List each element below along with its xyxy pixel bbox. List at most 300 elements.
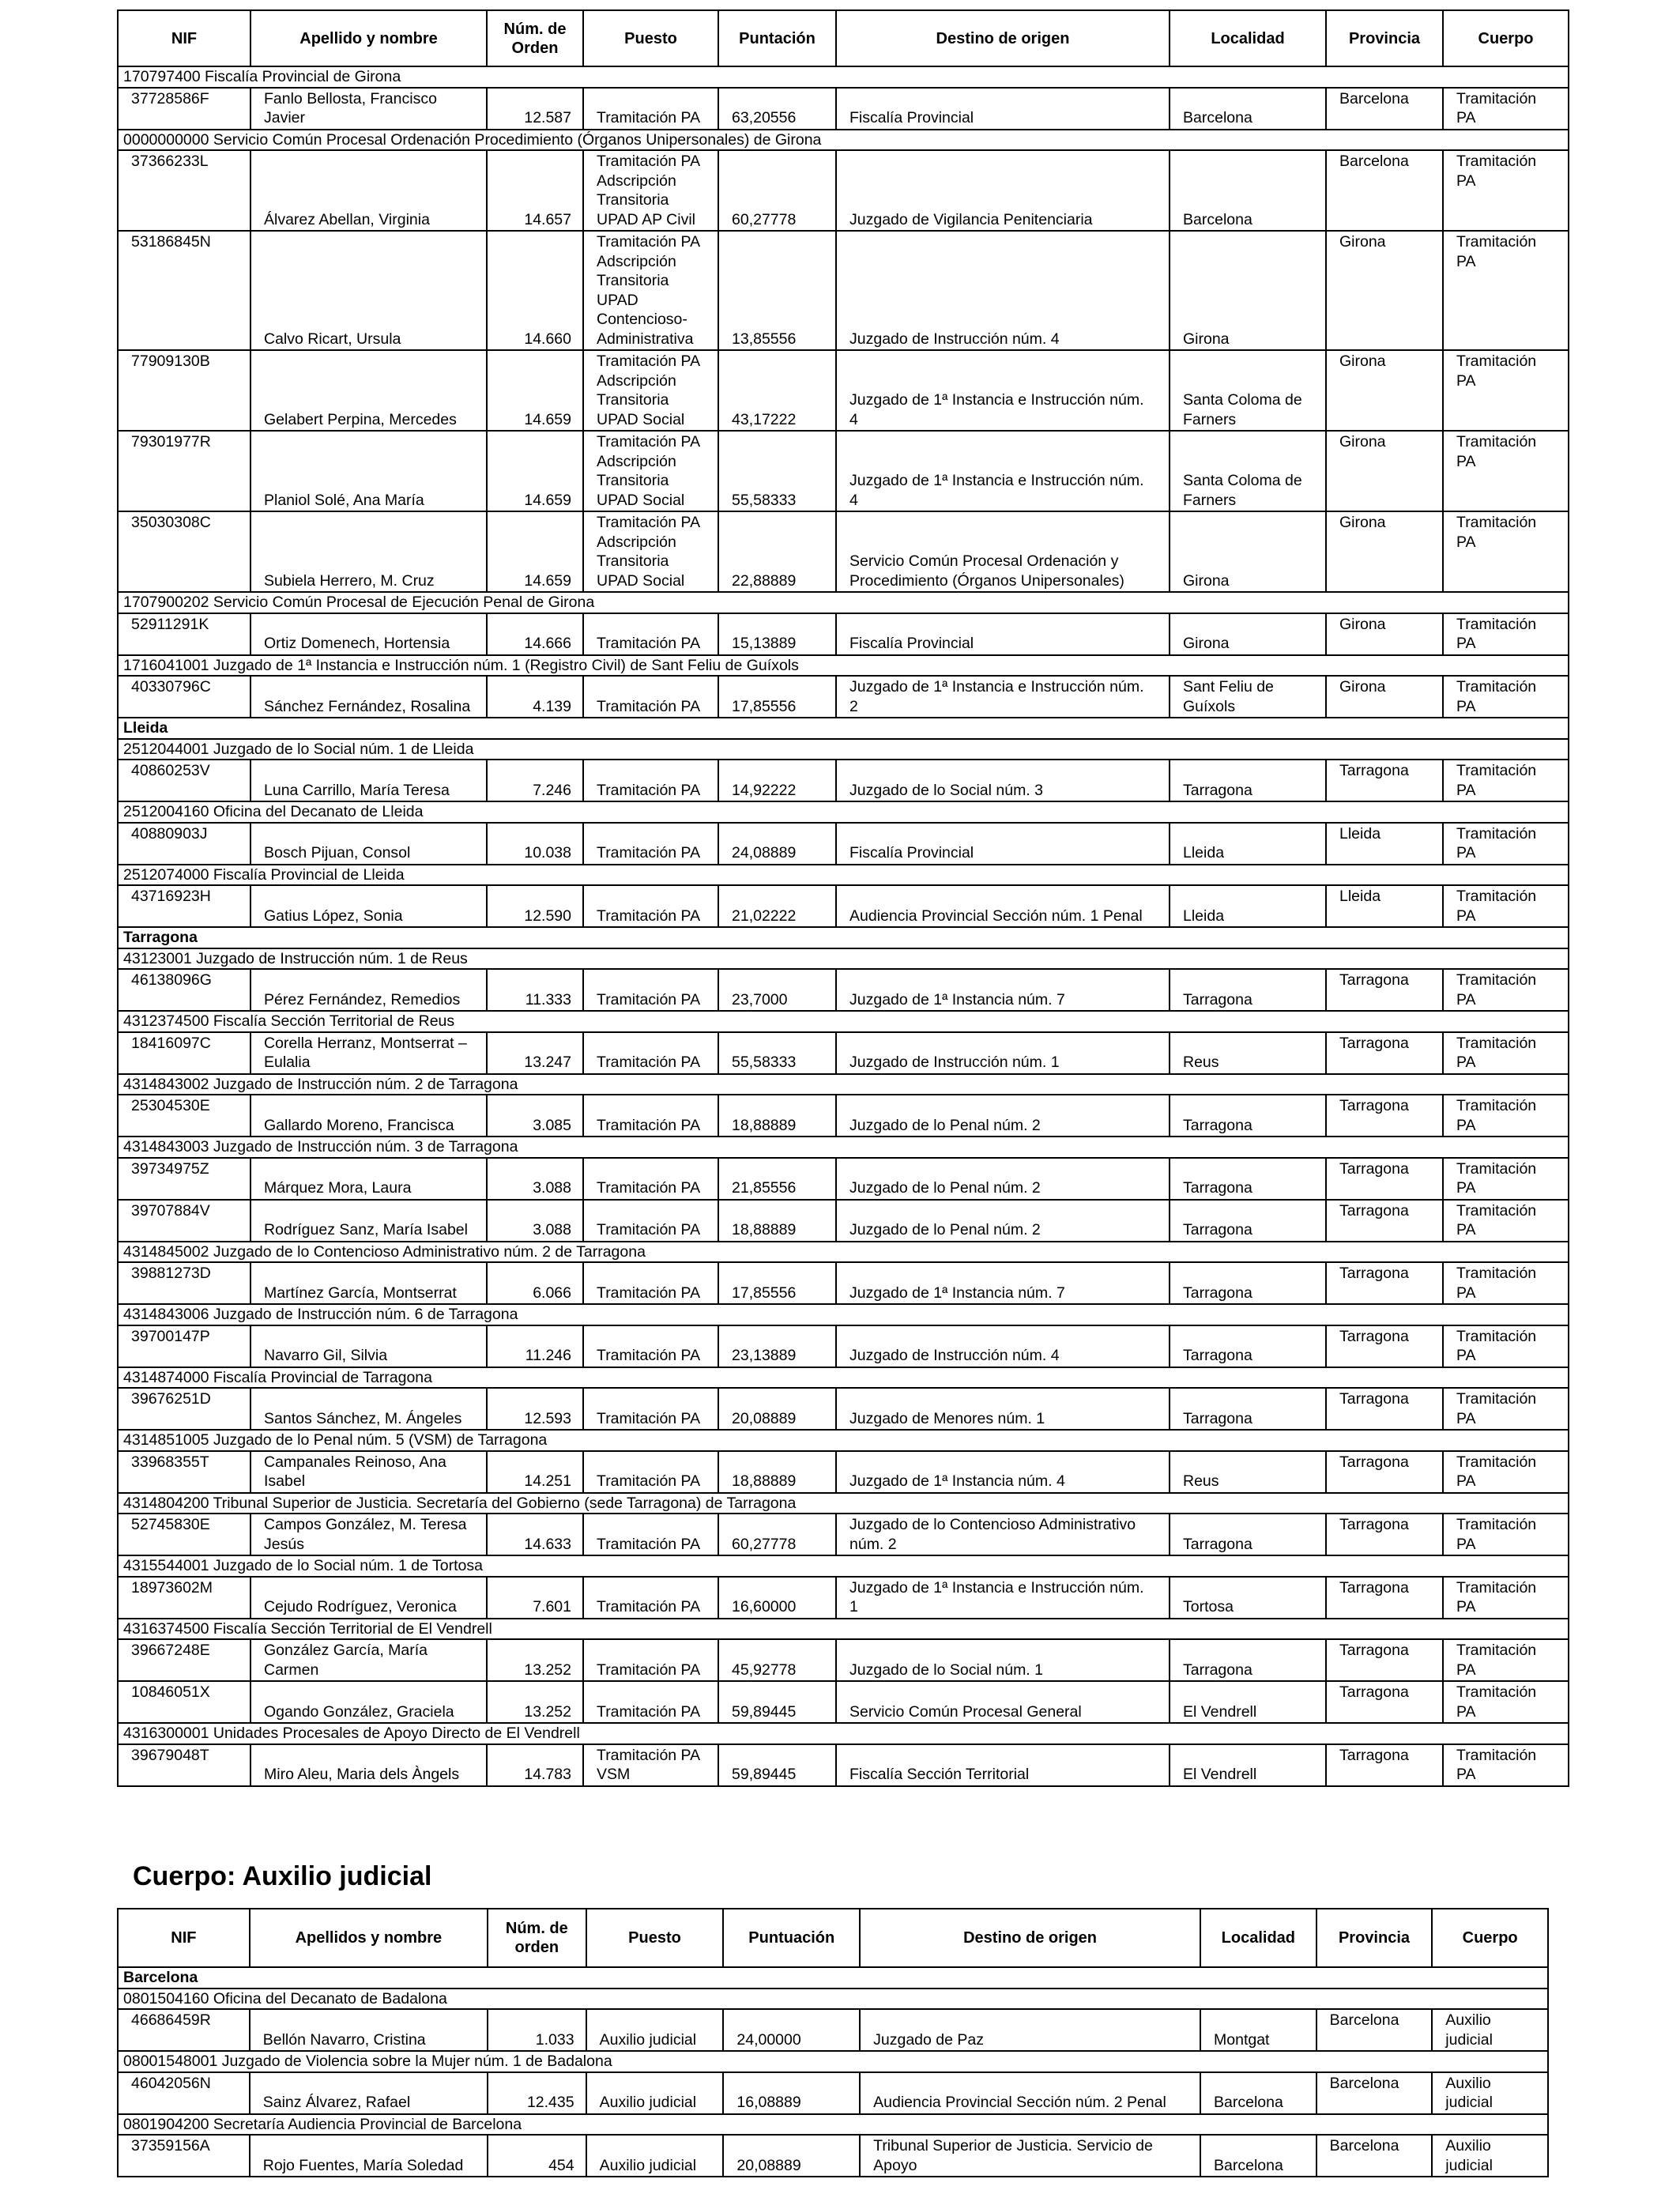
cell-name: Bellón Navarro, Cristina — [250, 2009, 488, 2051]
cell-nif: 10846051X — [118, 1681, 250, 1723]
section-label: 4316374500 Fiscalía Sección Territorial de El Vendrell — [118, 1619, 1569, 1640]
cell-origin: Juzgado de lo Social núm. 3 — [836, 760, 1170, 801]
cell-score: 18,88889 — [718, 1451, 836, 1493]
table-row — [118, 231, 1569, 350]
cell-name: Sainz Álvarez, Rafael — [250, 2072, 488, 2114]
cell-name: Subiela Herrero, M. Cruz — [250, 511, 487, 592]
cell-province: Tarragona — [1326, 1262, 1443, 1304]
table-row — [118, 1451, 1569, 1493]
cell-province: Girona — [1326, 350, 1443, 431]
cell-score: 13,85556 — [718, 231, 836, 350]
cell-origin: Fiscalía Provincial — [836, 88, 1170, 130]
cell-origin: Audiencia Provincial Sección núm. 1 Penal — [836, 885, 1170, 927]
cell-score: 23,7000 — [718, 969, 836, 1011]
cell-origin: Juzgado de lo Penal núm. 2 — [836, 1200, 1170, 1242]
cell-order: 3.085 — [487, 1095, 583, 1137]
cell-origin: Juzgado de 1ª Instancia e Instrucción núm. 2 — [836, 676, 1170, 718]
cell-locality: Barcelona — [1170, 150, 1326, 231]
cell-body: Tramitación PA — [1443, 823, 1569, 865]
cell-name: Ogando González, Graciela — [250, 1681, 487, 1723]
cell-body: Auxilio judicial — [1432, 2009, 1548, 2051]
section-row — [118, 1304, 1569, 1325]
cell-locality: Santa Coloma de Farners — [1170, 431, 1326, 511]
header-nif: NIF — [118, 10, 250, 66]
header-order: Núm. de orden — [488, 1909, 586, 1967]
section-label: 4314851005 Juzgado de lo Penal núm. 5 (VSM) de Tarragona — [118, 1430, 1569, 1451]
cell-origin: Tribunal Superior de Justicia. Servicio de Apoyo — [860, 2135, 1200, 2177]
cell-score: 22,88889 — [718, 511, 836, 592]
cell-province: Lleida — [1326, 823, 1443, 865]
cell-origin: Juzgado de lo Penal núm. 2 — [836, 1158, 1170, 1200]
cell-nif: 25304530E — [118, 1095, 250, 1137]
cell-body: Tramitación PA — [1443, 350, 1569, 431]
cell-origin: Juzgado de Menores núm. 1 — [836, 1388, 1170, 1430]
cell-post: Tramitación PA — [583, 1639, 718, 1681]
cell-score: 20,08889 — [723, 2135, 860, 2177]
table-row — [118, 1744, 1569, 1786]
table-row — [118, 2009, 1548, 2051]
cell-body: Tramitación PA — [1443, 511, 1569, 592]
cell-order: 14.783 — [487, 1744, 583, 1786]
section-row — [118, 1242, 1569, 1263]
table-row — [118, 613, 1569, 655]
cell-nif: 40330796C — [118, 676, 250, 718]
cell-name: Ortiz Domenech, Hortensia — [250, 613, 487, 655]
section-row — [118, 1723, 1569, 1744]
table-row — [118, 1325, 1569, 1367]
cell-origin: Juzgado de lo Penal núm. 2 — [836, 1095, 1170, 1137]
table-row — [118, 1639, 1569, 1681]
table-body — [118, 66, 1569, 1786]
cell-order: 4.139 — [487, 676, 583, 718]
section-label: 4314804200 Tribunal Superior de Justicia. Secretaría del Gobierno (sede Tarragona) de Tarragona — [118, 1493, 1569, 1514]
cell-province: Tarragona — [1326, 1388, 1443, 1430]
section-label: 4314843006 Juzgado de Instrucción núm. 6 de Tarragona — [118, 1304, 1569, 1325]
cell-post: Tramitación PA — [583, 613, 718, 655]
cell-nif: 52745830E — [118, 1514, 250, 1555]
table-row — [118, 823, 1569, 865]
cell-order: 14.657 — [487, 150, 583, 231]
table-row — [118, 1032, 1569, 1074]
cell-body: Tramitación PA — [1443, 1158, 1569, 1200]
header-nif: NIF — [118, 1909, 250, 1967]
section-row — [118, 801, 1569, 823]
cell-post: Tramitación PA — [583, 1451, 718, 1493]
region-label: Barcelona — [118, 1967, 1548, 1989]
cell-post: Tramitación PA — [583, 1325, 718, 1367]
cell-body: Tramitación PA — [1443, 1325, 1569, 1367]
header-post: Puesto — [586, 1909, 724, 1967]
cell-origin: Juzgado de 1ª Instancia e Instrucción núm. 1 — [836, 1577, 1170, 1619]
cell-name: Martínez García, Montserrat — [250, 1262, 487, 1304]
section-label: 4314843002 Juzgado de Instrucción núm. 2 de Tarragona — [118, 1074, 1569, 1095]
cell-body: Tramitación PA — [1443, 676, 1569, 718]
header-order: Núm. de Orden — [487, 10, 583, 66]
section-label: 4312374500 Fiscalía Sección Territorial de Reus — [118, 1011, 1569, 1032]
cell-nif: 53186845N — [118, 231, 250, 350]
cell-order: 12.435 — [488, 2072, 586, 2114]
cell-body: Tramitación PA — [1443, 1262, 1569, 1304]
cell-post: Tramitación PA — [583, 1262, 718, 1304]
cell-province: Girona — [1326, 231, 1443, 350]
header-origin: Destino de origen — [860, 1909, 1200, 1967]
cell-locality: Tortosa — [1170, 1577, 1326, 1619]
section-row — [118, 1493, 1569, 1514]
table-row — [118, 1388, 1569, 1430]
cell-locality: Tarragona — [1170, 969, 1326, 1011]
cell-score: 15,13889 — [718, 613, 836, 655]
cell-locality: Girona — [1170, 511, 1326, 592]
section-row — [118, 1137, 1569, 1158]
cell-locality: Tarragona — [1170, 1639, 1326, 1681]
cell-name: Bosch Pijuan, Consol — [250, 823, 487, 865]
cell-province: Tarragona — [1326, 969, 1443, 1011]
cell-province: Lleida — [1326, 885, 1443, 927]
cell-order: 11.246 — [487, 1325, 583, 1367]
cell-nif: 77909130B — [118, 350, 250, 431]
table-row — [118, 969, 1569, 1011]
cell-order: 12.587 — [487, 88, 583, 130]
cell-body: Tramitación PA — [1443, 1388, 1569, 1430]
cell-name: Campos González, M. Teresa Jesús — [250, 1514, 487, 1555]
cell-post: Tramitación PA — [583, 1200, 718, 1242]
cell-province: Barcelona — [1317, 2009, 1433, 2051]
table-row — [118, 760, 1569, 801]
cell-body: Tramitación PA — [1443, 231, 1569, 350]
cell-nif: 46042056N — [118, 2072, 250, 2114]
section-label: 2512074000 Fiscalía Provincial de Lleida — [118, 865, 1569, 886]
cell-order: 12.593 — [487, 1388, 583, 1430]
cell-post: Auxilio judicial — [586, 2009, 724, 2051]
assignments-table-auxilio — [117, 1908, 1549, 2177]
cell-name: Pérez Fernández, Remedios — [250, 969, 487, 1011]
header-province: Provincia — [1317, 1909, 1433, 1967]
cell-name: Corella Herranz, Montserrat –Eulalia — [250, 1032, 487, 1074]
section-row — [118, 2051, 1548, 2072]
cell-post: Tramitación PA — [583, 1514, 718, 1555]
section-label: 4316300001 Unidades Procesales de Apoyo Directo de El Vendrell — [118, 1723, 1569, 1744]
section-row — [118, 66, 1569, 88]
cell-locality: Tarragona — [1170, 1200, 1326, 1242]
cell-score: 60,27778 — [718, 150, 836, 231]
cell-post: Tramitación PA — [583, 1095, 718, 1137]
table-row — [118, 2072, 1548, 2114]
cell-nif: 35030308C — [118, 511, 250, 592]
cell-body: Tramitación PA — [1443, 1639, 1569, 1681]
cell-post: Tramitación PA Adscripción Transitoria UPAD AP Civil — [583, 150, 718, 231]
cell-nif: 39700147P — [118, 1325, 250, 1367]
table-row — [118, 431, 1569, 511]
region-label: Tarragona — [118, 927, 1569, 948]
cell-order: 13.252 — [487, 1681, 583, 1723]
cell-origin: Juzgado de Paz — [860, 2009, 1200, 2051]
cell-origin: Juzgado de 1ª Instancia e Instrucción núm. 4 — [836, 431, 1170, 511]
cell-province: Tarragona — [1326, 1032, 1443, 1074]
cell-name: Cejudo Rodríguez, Veronica — [250, 1577, 487, 1619]
cell-locality: Tarragona — [1170, 1388, 1326, 1430]
section-label: 4314845002 Juzgado de lo Contencioso Administrativo núm. 2 de Tarragona — [118, 1242, 1569, 1263]
cell-locality: Tarragona — [1170, 1158, 1326, 1200]
cell-nif: 43716923H — [118, 885, 250, 927]
header-origin: Destino de origen — [836, 10, 1170, 66]
section-label: 0000000000 Servicio Común Procesal Ordenación Procedimiento (Órganos Unipersonales) de Girona — [118, 130, 1569, 151]
cell-origin: Servicio Común Procesal General — [836, 1681, 1170, 1723]
section-row — [118, 1074, 1569, 1095]
cell-post: Tramitación PA — [583, 969, 718, 1011]
section-row — [118, 130, 1569, 151]
cell-locality: Barcelona — [1170, 88, 1326, 130]
cell-order: 7.246 — [487, 760, 583, 801]
cell-name: Miro Aleu, Maria dels Àngels — [250, 1744, 487, 1786]
cell-locality: El Vendrell — [1170, 1681, 1326, 1723]
section-row — [118, 865, 1569, 886]
section-row — [118, 1555, 1569, 1577]
cell-body: Tramitación PA — [1443, 1032, 1569, 1074]
cell-order: 11.333 — [487, 969, 583, 1011]
cell-name: Santos Sánchez, M. Ángeles — [250, 1388, 487, 1430]
header-score: Puntación — [718, 10, 836, 66]
cell-score: 24,08889 — [718, 823, 836, 865]
cell-province: Barcelona — [1317, 2135, 1433, 2177]
cell-locality: Girona — [1170, 613, 1326, 655]
cell-origin: Juzgado de lo Contencioso Administrativo núm. 2 — [836, 1514, 1170, 1555]
section-row — [118, 948, 1569, 970]
table-row — [118, 885, 1569, 927]
cell-body: Tramitación PA — [1443, 1451, 1569, 1493]
cell-order: 14.659 — [487, 511, 583, 592]
cell-locality: Santa Coloma de Farners — [1170, 350, 1326, 431]
cell-post: Tramitación PA — [583, 1158, 718, 1200]
header-locality: Localidad — [1170, 10, 1326, 66]
cell-order: 10.038 — [487, 823, 583, 865]
cell-province: Tarragona — [1326, 1095, 1443, 1137]
cell-score: 59,89445 — [718, 1744, 836, 1786]
region-row — [118, 927, 1569, 948]
cell-post: Tramitación PA — [583, 885, 718, 927]
cell-post: Auxilio judicial — [586, 2135, 724, 2177]
section-row — [118, 739, 1569, 760]
cell-order: 14.666 — [487, 613, 583, 655]
cell-post: Tramitación PA Adscripción Transitoria UPAD Social — [583, 511, 718, 592]
cell-province: Girona — [1326, 511, 1443, 592]
cell-order: 14.659 — [487, 431, 583, 511]
cell-order: 1.033 — [488, 2009, 586, 2051]
cell-nif: 39667248E — [118, 1639, 250, 1681]
cell-body: Tramitación PA — [1443, 1514, 1569, 1555]
section-label: 2512044001 Juzgado de lo Social núm. 1 de Lleida — [118, 739, 1569, 760]
cell-province: Girona — [1326, 431, 1443, 511]
cell-order: 13.252 — [487, 1639, 583, 1681]
cell-body: Tramitación PA — [1443, 88, 1569, 130]
region-row — [118, 1967, 1548, 1989]
cell-province: Tarragona — [1326, 760, 1443, 801]
cell-nif: 46138096G — [118, 969, 250, 1011]
cell-score: 17,85556 — [718, 1262, 836, 1304]
section-label: 2512004160 Oficina del Decanato de Lleida — [118, 801, 1569, 823]
cell-origin: Fiscalía Provincial — [836, 613, 1170, 655]
cell-province: Girona — [1326, 613, 1443, 655]
cell-score: 21,02222 — [718, 885, 836, 927]
cell-post: Tramitación PA — [583, 1577, 718, 1619]
cell-score: 18,88889 — [718, 1095, 836, 1137]
cell-order: 454 — [488, 2135, 586, 2177]
cell-score: 18,88889 — [718, 1200, 836, 1242]
header-body: Cuerpo — [1443, 10, 1569, 66]
cell-name: Planiol Solé, Ana María — [250, 431, 487, 511]
cell-nif: 39676251D — [118, 1388, 250, 1430]
header-name: Apellidos y nombre — [250, 1909, 488, 1967]
cell-name: Gallardo Moreno, Francisca — [250, 1095, 487, 1137]
cell-order: 3.088 — [487, 1158, 583, 1200]
cell-nif: 39881273D — [118, 1262, 250, 1304]
cell-order: 14.633 — [487, 1514, 583, 1555]
cell-post: Tramitación PA Adscripción Transitoria UPAD Contencioso-Administrativa — [583, 231, 718, 350]
cell-order: 3.088 — [487, 1200, 583, 1242]
cell-post: Tramitación PA — [583, 1388, 718, 1430]
cell-order: 6.066 — [487, 1262, 583, 1304]
cell-score: 55,58333 — [718, 431, 836, 511]
cell-province: Girona — [1326, 676, 1443, 718]
table-row — [118, 1681, 1569, 1723]
cell-locality: Lleida — [1170, 885, 1326, 927]
cell-score: 59,89445 — [718, 1681, 836, 1723]
cell-score: 16,60000 — [718, 1577, 836, 1619]
table-row — [118, 1514, 1569, 1555]
cell-nif: 18973602M — [118, 1577, 250, 1619]
cell-post: Tramitación PA — [583, 88, 718, 130]
section-heading-auxilio: Cuerpo: Auxilio judicial — [133, 1861, 432, 1891]
cell-score: 17,85556 — [718, 676, 836, 718]
cell-name: Gelabert Perpina, Mercedes — [250, 350, 487, 431]
cell-body: Tramitación PA — [1443, 1744, 1569, 1786]
cell-score: 63,20556 — [718, 88, 836, 130]
header-name: Apellido y nombre — [250, 10, 487, 66]
cell-origin: Juzgado de lo Social núm. 1 — [836, 1639, 1170, 1681]
assignments-table-tramitacion — [117, 9, 1569, 1787]
section-row — [118, 1430, 1569, 1451]
cell-province: Tarragona — [1326, 1158, 1443, 1200]
cell-score: 55,58333 — [718, 1032, 836, 1074]
cell-score: 14,92222 — [718, 760, 836, 801]
cell-origin: Juzgado de 1ª Instancia núm. 7 — [836, 1262, 1170, 1304]
cell-nif: 39707884V — [118, 1200, 250, 1242]
section-label: 0801504160 Oficina del Decanato de Badalona — [118, 1989, 1548, 2010]
cell-origin: Fiscalía Provincial — [836, 823, 1170, 865]
cell-body: Tramitación PA — [1443, 885, 1569, 927]
cell-name: Rojo Fuentes, María Soledad — [250, 2135, 488, 2177]
table-row — [118, 350, 1569, 431]
section-label: 0801904200 Secretaría Audiencia Provincial de Barcelona — [118, 2114, 1548, 2136]
cell-province: Tarragona — [1326, 1744, 1443, 1786]
cell-origin: Juzgado de Instrucción núm. 4 — [836, 231, 1170, 350]
cell-body: Auxilio judicial — [1432, 2135, 1548, 2177]
cell-score: 60,27778 — [718, 1514, 836, 1555]
cell-body: Auxilio judicial — [1432, 2072, 1548, 2114]
cell-score: 43,17222 — [718, 350, 836, 431]
cell-score: 24,00000 — [723, 2009, 860, 2051]
table-row — [118, 88, 1569, 130]
cell-post: Tramitación PA — [583, 1032, 718, 1074]
cell-locality: Girona — [1170, 231, 1326, 350]
section-label: 43123001 Juzgado de Instrucción núm. 1 de Reus — [118, 948, 1569, 970]
cell-origin: Audiencia Provincial Sección núm. 2 Penal — [860, 2072, 1200, 2114]
table-header-row — [118, 1909, 1548, 1967]
cell-name: Sánchez Fernández, Rosalina — [250, 676, 487, 718]
table-row — [118, 511, 1569, 592]
cell-locality: Tarragona — [1170, 1325, 1326, 1367]
cell-order: 14.659 — [487, 350, 583, 431]
table-row — [118, 1200, 1569, 1242]
cell-locality: Barcelona — [1200, 2072, 1317, 2114]
cell-post: Auxilio judicial — [586, 2072, 724, 2114]
cell-province: Tarragona — [1326, 1577, 1443, 1619]
table-row — [118, 676, 1569, 718]
cell-origin: Juzgado de Instrucción núm. 1 — [836, 1032, 1170, 1074]
cell-name: Rodríguez Sanz, María Isabel — [250, 1200, 487, 1242]
cell-locality: El Vendrell — [1170, 1744, 1326, 1786]
section-label: 08001548001 Juzgado de Violencia sobre la Mujer núm. 1 de Badalona — [118, 2051, 1548, 2072]
section-label: 4314874000 Fiscalía Provincial de Tarragona — [118, 1367, 1569, 1389]
table-row — [118, 1158, 1569, 1200]
cell-order: 13.247 — [487, 1032, 583, 1074]
cell-body: Tramitación PA — [1443, 1681, 1569, 1723]
table-body — [118, 1967, 1548, 2177]
cell-origin: Juzgado de 1ª Instancia e Instrucción núm. 4 — [836, 350, 1170, 431]
cell-post: Tramitación PA VSM — [583, 1744, 718, 1786]
cell-body: Tramitación PA — [1443, 613, 1569, 655]
table-header-row — [118, 10, 1569, 66]
cell-body: Tramitación PA — [1443, 1200, 1569, 1242]
cell-name: Álvarez Abellan, Virginia — [250, 150, 487, 231]
header-locality: Localidad — [1200, 1909, 1317, 1967]
cell-score: 21,85556 — [718, 1158, 836, 1200]
cell-body: Tramitación PA — [1443, 1577, 1569, 1619]
section-label: 1707900202 Servicio Común Procesal de Ejecución Penal de Girona — [118, 592, 1569, 613]
cell-order: 12.590 — [487, 885, 583, 927]
cell-order: 7.601 — [487, 1577, 583, 1619]
cell-origin: Juzgado de 1ª Instancia núm. 7 — [836, 969, 1170, 1011]
cell-body: Tramitación PA — [1443, 150, 1569, 231]
cell-body: Tramitación PA — [1443, 969, 1569, 1011]
header-body: Cuerpo — [1432, 1909, 1548, 1967]
cell-province: Tarragona — [1326, 1681, 1443, 1723]
cell-province: Barcelona — [1317, 2072, 1433, 2114]
cell-body: Tramitación PA — [1443, 431, 1569, 511]
cell-province: Tarragona — [1326, 1451, 1443, 1493]
cell-province: Barcelona — [1326, 150, 1443, 231]
section-row — [118, 2114, 1548, 2136]
cell-body: Tramitación PA — [1443, 1095, 1569, 1137]
table-row — [118, 150, 1569, 231]
cell-name: Calvo Ricart, Ursula — [250, 231, 487, 350]
region-row — [118, 718, 1569, 739]
cell-nif: 46686459R — [118, 2009, 250, 2051]
cell-locality: Tarragona — [1170, 1095, 1326, 1137]
section-label: 4314843003 Juzgado de Instrucción núm. 3 de Tarragona — [118, 1137, 1569, 1158]
cell-province: Tarragona — [1326, 1639, 1443, 1681]
cell-post: Tramitación PA — [583, 676, 718, 718]
cell-name: Márquez Mora, Laura — [250, 1158, 487, 1200]
table-row — [118, 2135, 1548, 2177]
cell-score: 23,13889 — [718, 1325, 836, 1367]
cell-name: Gatius López, Sonia — [250, 885, 487, 927]
cell-locality: Tarragona — [1170, 1262, 1326, 1304]
cell-locality: Lleida — [1170, 823, 1326, 865]
header-score: Puntuación — [723, 1909, 860, 1967]
cell-origin: Juzgado de Instrucción núm. 4 — [836, 1325, 1170, 1367]
section-row — [118, 1367, 1569, 1389]
section-row — [118, 655, 1569, 677]
